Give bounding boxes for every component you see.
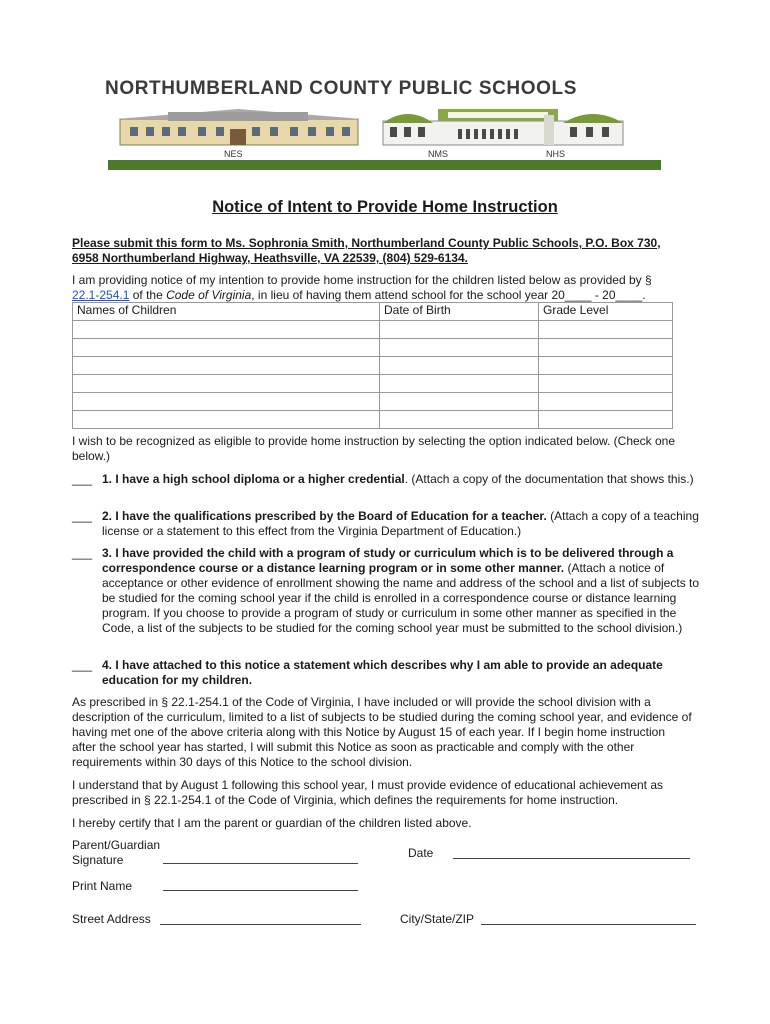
school-label-nhs: NHS [546, 149, 566, 159]
child-dob-cell[interactable] [380, 375, 539, 393]
street-address-field[interactable] [160, 913, 361, 925]
option-1-detail: . (Attach a copy of the documentation that shows this.) [404, 472, 694, 486]
child-name-cell[interactable] [73, 357, 380, 375]
child-name-cell[interactable] [73, 339, 380, 357]
child-grade-cell[interactable] [539, 375, 673, 393]
option-4-title: 4. I have attached to this notice a statement which describes why I am able to provide an adequate education for my children. [102, 658, 663, 687]
column-header-names: Names of Children [73, 303, 380, 321]
option-3 [72, 546, 702, 636]
city-state-zip-field[interactable] [481, 913, 696, 925]
street-address-label: Street Address [72, 912, 151, 926]
school-buildings-illustration [108, 103, 661, 161]
option-3-checkbox[interactable]: ___ [72, 546, 93, 560]
table-row [73, 393, 673, 411]
option-4 [72, 658, 702, 688]
form-title: Notice of Intent to Provide Home Instruction [212, 198, 558, 216]
date-label: Date [408, 846, 434, 860]
option-2-title: 2. I have the qualifications prescribed by the Board of Education for a teacher. [102, 509, 547, 523]
table-row [73, 411, 673, 429]
submit-line-2: 6958 Northumberland Highway, Heathsville, VA 22539, (804) 529-6134. [72, 251, 468, 265]
header-divider-bar [108, 160, 661, 170]
child-dob-cell[interactable] [380, 357, 539, 375]
option-1 [72, 472, 702, 487]
option-2 [72, 509, 702, 539]
option-3-detail: (Attach a notice of acceptance or other evidence of enrollment showing the name and address of the school and a list of subjects to be studied for the coming school year if the child is enrolled in a correspondence course or distance learning program. If you choose to provide a program of study or curriculum in some other manner as specified in the Code, a list of the subjects to be studied for the coming school year must be submitted to the school division.) [102, 561, 700, 635]
table-row [73, 321, 673, 339]
child-grade-cell[interactable] [539, 321, 673, 339]
submit-instructions [72, 236, 712, 266]
option-2-detail: (Attach a copy of a teaching license or a statement to this effect from the Virginia Department of Education.) [102, 509, 699, 538]
child-grade-cell[interactable] [539, 339, 673, 357]
nes-building-icon [116, 109, 362, 145]
child-name-cell[interactable] [73, 393, 380, 411]
signature-field[interactable] [163, 852, 358, 864]
district-name: NORTHUMBERLAND COUNTY PUBLIC SCHOOLS [105, 78, 577, 99]
print-name-field[interactable] [163, 879, 358, 891]
signature-label-line-2: Signature [72, 853, 124, 867]
understand-paragraph: I understand that by August 1 following this school year, I must provide evidence of educational achievement as prescribed in § 22.1-254.1 of the Code of Virginia, which defines the requirements for home instruction. [72, 778, 664, 807]
city-state-zip-label: City/State/ZIP [400, 912, 475, 926]
intro-text-3: , in lieu of having them attend school for the school year 20____ - 20____. [251, 288, 646, 302]
child-grade-cell[interactable] [539, 357, 673, 375]
print-name-label: Print Name [72, 879, 133, 893]
intro-paragraph [72, 273, 702, 303]
child-dob-cell[interactable] [380, 339, 539, 357]
child-name-cell[interactable] [73, 321, 380, 339]
date-field[interactable] [453, 847, 690, 859]
children-table [72, 302, 673, 429]
option-3-title: 3. I have provided the child with a program of study or curriculum which is to be delivered through a correspondence course or a distance learning program or in some other manner. [102, 546, 674, 575]
option-2-checkbox[interactable]: ___ [72, 509, 93, 523]
intro-text-2: of the [129, 288, 167, 302]
prescribed-paragraph: As prescribed in § 22.1-254.1 of the Code of Virginia, I have included or will provide the school division with a description of the curriculum, limited to a list of subjects to be studied during the coming school year, and evidence of having met one of the above criteria along with this Notice by August 15 of each year. If I begin home instruction after the school year has started, I will submit this Notice as soon as practicable and comply with the other requirements within 30 days of this Notice to the school division. [72, 695, 692, 769]
option-1-title: 1. I have a high school diploma or a higher credential [102, 472, 405, 486]
nms-nhs-building-icon [383, 109, 623, 145]
column-header-grade: Grade Level [539, 303, 673, 321]
intro-code-name: Code of Virginia [166, 288, 252, 302]
signature-label-line-1: Parent/Guardian [72, 838, 161, 852]
child-grade-cell[interactable] [539, 411, 673, 429]
eligibility-intro: I wish to be recognized as eligible to provide home instruction by selecting the option indicated below. (Check one below.) [72, 434, 676, 463]
intro-text-1: I am providing notice of my intention to provide home instruction for the children listed below as provided by § [72, 273, 652, 287]
table-header-row [73, 303, 673, 321]
school-label-nms: NMS [428, 149, 448, 159]
school-label-nes: NES [224, 149, 243, 159]
submit-line-1: Please submit this form to Ms. Sophronia Smith, Northumberland County Public Schools, P.O. Box 730, [72, 236, 661, 250]
child-dob-cell[interactable] [380, 393, 539, 411]
child-dob-cell[interactable] [380, 321, 539, 339]
column-header-dob: Date of Birth [380, 303, 539, 321]
child-dob-cell[interactable] [380, 411, 539, 429]
child-name-cell[interactable] [73, 375, 380, 393]
table-row [73, 375, 673, 393]
child-grade-cell[interactable] [539, 393, 673, 411]
code-section-link[interactable]: 22.1-254.1 [72, 288, 130, 302]
option-4-checkbox[interactable]: ___ [72, 658, 93, 672]
child-name-cell[interactable] [73, 411, 380, 429]
certify-paragraph: I hereby certify that I am the parent or guardian of the children listed above. [72, 816, 472, 830]
table-row [73, 339, 673, 357]
option-1-checkbox[interactable]: ___ [72, 472, 93, 486]
table-row [73, 357, 673, 375]
signature-label [72, 838, 160, 868]
